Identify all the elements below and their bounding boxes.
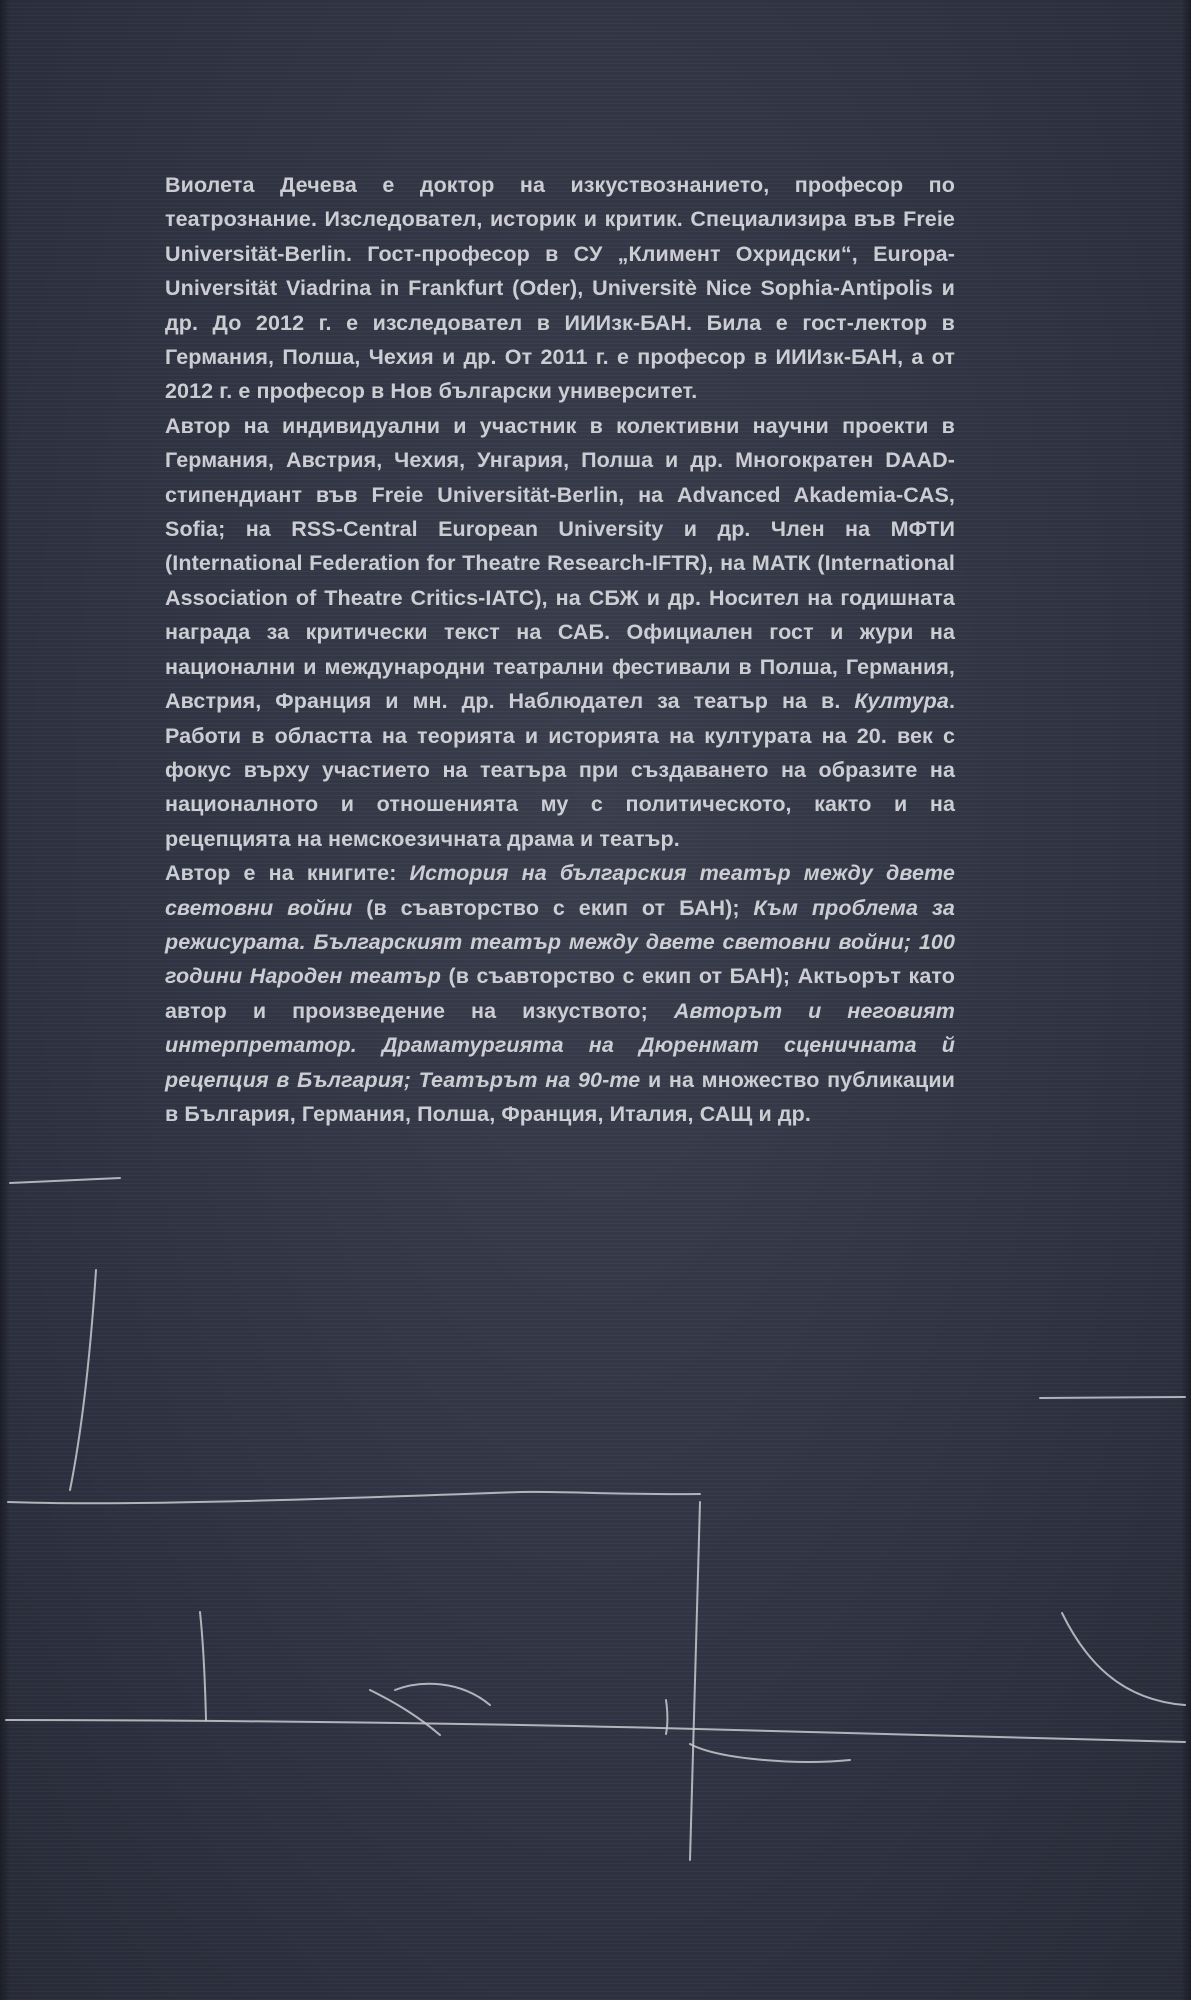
scribble-line-top-left [10, 1178, 120, 1183]
left-edge-shadow [0, 0, 10, 2000]
scribble-line-top-right [1040, 1397, 1185, 1398]
scribble-descender [690, 1744, 850, 1762]
book-title-1: История на българския театър между двете световни войни [165, 861, 955, 920]
bio-paragraph-2-text-b: . Работи в областта на теорията и историята на културата на 20. век с фокус върху участието на театъра при създаването на образите на националното и отношенията му с политическото, както и на рецепцията на немскоезичната драма и театър. [165, 689, 956, 851]
scribble-curl-2 [395, 1684, 490, 1705]
newspaper-title: Култура [854, 689, 949, 714]
book-note-1: (в съавторство с екип от БАН); [352, 895, 754, 920]
scribble-vertical-left [70, 1270, 96, 1490]
books-ending: и на множество публикации в България, Германия, Полша, Франция, Италия, САЩ и др. [165, 1067, 956, 1126]
bio-paragraph-1: Виолета Дечева е доктор на изкуствознанието, професор по театрознание. Изследовател, историк и критик. Специализира във Freie Universität-Berlin. Гост-професор в СУ „Климент Охридски“, Europa-Universität Viadrina in Frankfurt (Oder), Universitè Nice Sophia-Antipolis и др. До 2012 г. е изследовател в ИИИзк-БАН. Била е гост-лектор в Германия, Полша, Чехия и др. От 2011 г. е професор в ИИИзк-БАН, а от 2012 г. е професор в Нов български университет. [165, 173, 955, 404]
bio-paragraph-2 [165, 409, 955, 856]
scribble-bottom-line [6, 1720, 1185, 1742]
bio-paragraph-3 [165, 856, 955, 1131]
books-intro: Автор е на книгите: [165, 861, 410, 886]
scribble-vertical-mid [690, 1502, 700, 1860]
scribble-right-curve [1062, 1613, 1185, 1705]
book-title-2: Към проблема за режисурата. Българският театър между двете световни войни; 100 години Народен театър [165, 895, 955, 989]
scribble-tick [666, 1700, 668, 1734]
bio-paragraph-2-text-a: Автор на индивидуални и участник в колективни научни проекти в Германия, Австрия, Чехия, Унгария, Полша и др. Многократен DAAD-стипендиант във Freie Universität-Berlin, на Advanced Akademia-CAS, Sofia; на RSS-Central European University и др. Член на МФТИ (International Federation for Theatre Research-IFTR), на МАТК (International Association of Theatre Critics-IATC), на СБЖ и др. Носител на годишната награда за критически текст на САБ. Официален гост и жури на национални и международни театрални фестивали в Полша, Германия, Австрия, Франция и мн. др. Наблюдател за театър на в. [165, 413, 955, 714]
author-biography [165, 168, 955, 1131]
scribble-curl-1 [370, 1690, 440, 1735]
scribble-vertical-small [200, 1612, 206, 1720]
book-title-3: Авторът и неговият интерпретатор. Драматургията на Дюренмат сценичната й рецепция в България; Театърът на 90-те [165, 998, 955, 1092]
book-note-2: (в съавторство с екип от БАН); Актьорът като автор и произведение на изкуството; [165, 964, 955, 1023]
scribble-horizontal-mid [8, 1492, 700, 1503]
right-edge-shadow [1181, 0, 1191, 2000]
